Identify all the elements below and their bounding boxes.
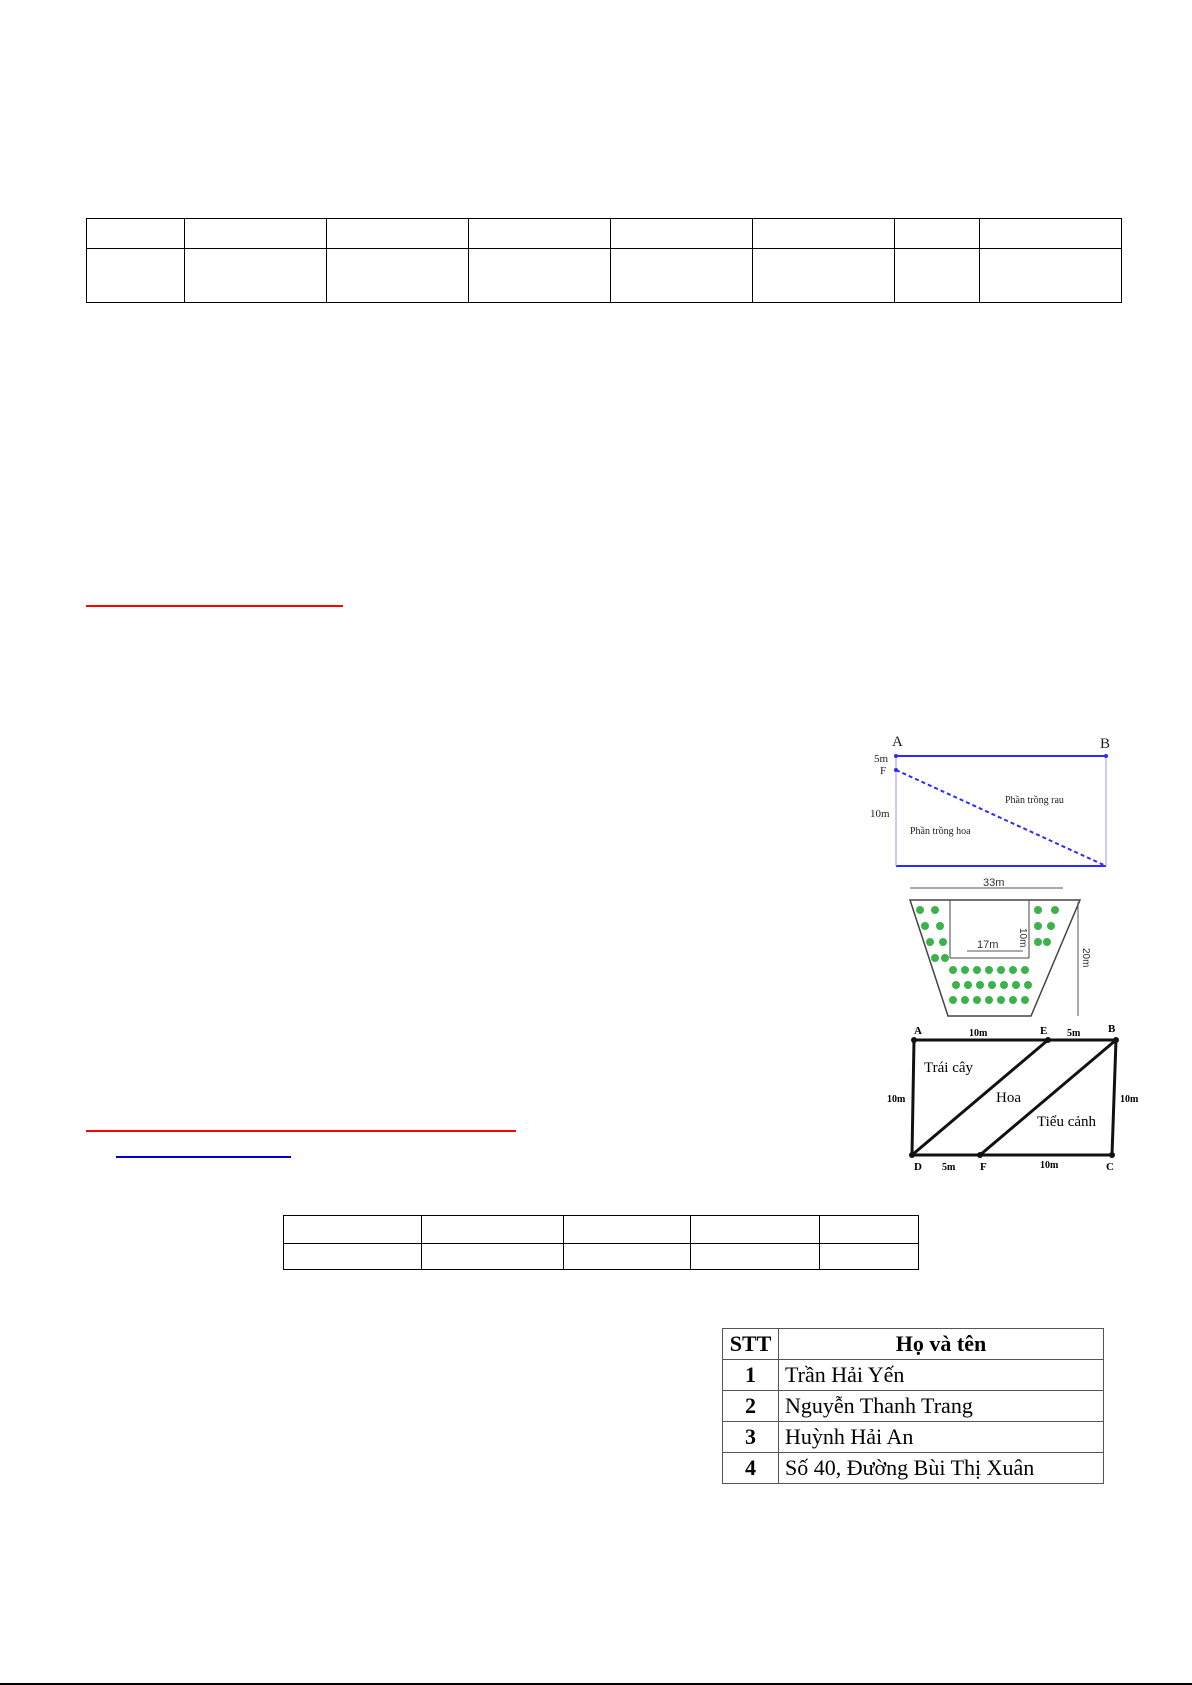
region-bonsai: Tiểu cảnh: [1037, 1114, 1097, 1130]
flower-dot: [931, 954, 939, 962]
flower-dot: [1034, 922, 1042, 930]
table-row: [87, 249, 1122, 303]
table-cell: [753, 219, 895, 249]
label-df: 5m: [942, 1162, 956, 1173]
divider-de: [912, 1040, 1048, 1155]
flower-dot: [997, 966, 1005, 974]
flower-dot: [1043, 938, 1051, 946]
point-d: [909, 1152, 915, 1158]
table-cell: [284, 1216, 422, 1244]
label-eb: 5m: [1067, 1028, 1081, 1039]
point-e: [1045, 1037, 1051, 1043]
flower-dot: [949, 996, 957, 1004]
header-name: Họ và tên: [779, 1329, 1104, 1360]
label-d: D: [914, 1161, 922, 1173]
flower-dot: [949, 966, 957, 974]
flower-dot: [1034, 938, 1042, 946]
table-cell: [185, 249, 327, 303]
parallelogram-garden-figure: [880, 1020, 1150, 1175]
red-underline-heading-1: [86, 605, 343, 607]
flower-dot: [936, 922, 944, 930]
label-a: A: [914, 1025, 922, 1037]
table-cell: [469, 249, 611, 303]
table-cell: [564, 1244, 691, 1270]
flower-dot: [997, 996, 1005, 1004]
label-flowers: Phần trồng hoa: [910, 826, 971, 837]
top-empty-table: [86, 218, 1122, 303]
flower-dot: [1009, 996, 1017, 1004]
table-cell: [327, 219, 469, 249]
table-cell: [87, 219, 185, 249]
label-b: B: [1108, 1023, 1116, 1035]
label-inner-width: 17m: [977, 939, 999, 951]
header-stt: STT: [723, 1329, 779, 1360]
table-row: [723, 1391, 1104, 1422]
label-5m: 5m: [874, 753, 889, 765]
row-name: Nguyễn Thanh Trang: [779, 1391, 1104, 1422]
table-cell: [284, 1244, 422, 1270]
flower-dot: [1024, 981, 1032, 989]
flower-dot: [985, 996, 993, 1004]
label-ae: 10m: [969, 1028, 988, 1039]
label-f: F: [880, 765, 887, 777]
flower-dot: [961, 966, 969, 974]
flower-dot: [1021, 996, 1029, 1004]
flower-dot: [1009, 966, 1017, 974]
label-right: 10m: [1120, 1094, 1139, 1105]
region-flower: Hoa: [996, 1090, 1021, 1106]
region-fruit: Trái cây: [924, 1060, 974, 1076]
table-row: [723, 1360, 1104, 1391]
table-header-row: [723, 1329, 1104, 1360]
table-cell: [691, 1216, 820, 1244]
flower-dot: [941, 954, 949, 962]
label-10m: 10m: [870, 808, 890, 820]
row-name: Số 40, Đường Bùi Thị Xuân: [779, 1453, 1104, 1484]
table-cell: [691, 1244, 820, 1270]
red-underline-heading-2: [86, 1130, 516, 1132]
table-cell: [753, 249, 895, 303]
label-height: 20m: [1080, 948, 1091, 968]
table-cell: [422, 1216, 564, 1244]
trapezoid-garden-figure: [895, 878, 1105, 1020]
label-f: F: [980, 1161, 987, 1173]
table-row: [284, 1244, 919, 1270]
table-row: [284, 1216, 919, 1244]
point-a: [894, 754, 898, 758]
table-cell: [422, 1244, 564, 1270]
flower-dot: [1047, 922, 1055, 930]
flower-dot: [916, 906, 924, 914]
row-stt: 3: [723, 1422, 779, 1453]
table-cell: [895, 249, 980, 303]
flower-dot: [939, 938, 947, 946]
row-stt: 4: [723, 1453, 779, 1484]
point-b: [1113, 1037, 1119, 1043]
label-b: B: [1100, 736, 1111, 752]
label-top-width: 33m: [983, 878, 1005, 889]
names-table: [722, 1328, 1104, 1484]
flower-dot: [976, 981, 984, 989]
flower-dot: [1012, 981, 1020, 989]
row-name: Huỳnh Hải An: [779, 1422, 1104, 1453]
flower-dot: [931, 906, 939, 914]
row-stt: 1: [723, 1360, 779, 1391]
flower-dot: [1021, 966, 1029, 974]
table-cell: [820, 1244, 919, 1270]
flower-dot: [952, 981, 960, 989]
table-cell: [185, 219, 327, 249]
table-cell: [611, 249, 753, 303]
flower-dot: [988, 981, 996, 989]
flower-dot: [973, 966, 981, 974]
diagonal-divider: [896, 770, 1106, 866]
flower-dot: [964, 981, 972, 989]
table-cell: [980, 249, 1122, 303]
table-cell: [895, 219, 980, 249]
flower-dot: [1051, 906, 1059, 914]
label-c: C: [1106, 1161, 1114, 1173]
flower-dot: [973, 996, 981, 1004]
point-c: [1109, 1152, 1115, 1158]
label-e: E: [1040, 1025, 1048, 1037]
label-inner-height: 10m: [1017, 928, 1028, 948]
label-vegetables: Phần trồng rau: [1005, 795, 1064, 806]
flower-dot: [985, 966, 993, 974]
flower-dot: [961, 996, 969, 1004]
middle-empty-table: [283, 1215, 919, 1270]
label-left: 10m: [887, 1094, 906, 1105]
table-cell: [611, 219, 753, 249]
table-row: [87, 219, 1122, 249]
table-cell: [87, 249, 185, 303]
table-cell: [820, 1216, 919, 1244]
table-row: [723, 1453, 1104, 1484]
point-f: [977, 1152, 983, 1158]
point-a: [911, 1037, 917, 1043]
point-b: [1104, 754, 1108, 758]
table-cell: [327, 249, 469, 303]
flower-dot: [926, 938, 934, 946]
label-a: A: [892, 734, 903, 750]
point-f: [894, 768, 898, 772]
row-stt: 2: [723, 1391, 779, 1422]
table-cell: [469, 219, 611, 249]
table-row: [723, 1422, 1104, 1453]
blue-underline-subheading: [116, 1156, 291, 1158]
flower-dot: [1034, 906, 1042, 914]
table-cell: [980, 219, 1122, 249]
garden-rectangle-figure: [860, 730, 1120, 880]
label-fc: 10m: [1040, 1160, 1059, 1171]
flower-dot: [921, 922, 929, 930]
row-name: Trần Hải Yến: [779, 1360, 1104, 1391]
flower-dot: [1000, 981, 1008, 989]
table-cell: [564, 1216, 691, 1244]
